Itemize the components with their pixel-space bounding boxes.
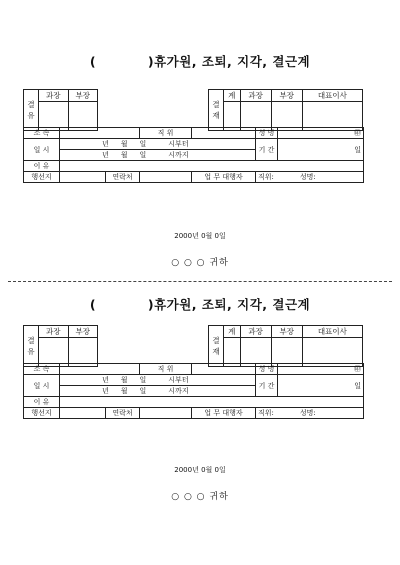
reason-label: 이 유 bbox=[24, 161, 60, 172]
approval-header: 과장 bbox=[240, 90, 271, 102]
approval-header: 과장 bbox=[240, 326, 271, 338]
date-label: 일 시 bbox=[24, 139, 60, 161]
dept-field[interactable] bbox=[60, 364, 140, 375]
period-field[interactable] bbox=[278, 139, 364, 161]
deputy-name-label: 성명: bbox=[299, 173, 316, 181]
day-label: 일 bbox=[139, 387, 147, 395]
reason-field[interactable] bbox=[60, 161, 364, 172]
destination-field[interactable] bbox=[60, 172, 106, 183]
date-label: 일 시 bbox=[24, 375, 60, 397]
leave-details-table bbox=[23, 127, 364, 183]
period-unit: 일 bbox=[354, 145, 361, 154]
approval-header: 부장 bbox=[271, 326, 302, 338]
deputy-field[interactable] bbox=[256, 172, 364, 183]
form-title bbox=[0, 295, 400, 313]
to-line[interactable] bbox=[60, 386, 256, 397]
deputy-label: 업 무 대행자 bbox=[192, 172, 256, 183]
to-hour-label: 시까지 bbox=[168, 151, 189, 159]
approval-header: 부장 bbox=[68, 90, 98, 102]
recipient-line: ○ ○ ○ 귀하 bbox=[171, 492, 229, 502]
approval-header: 계 bbox=[224, 326, 241, 338]
left-approval-box bbox=[23, 89, 98, 131]
from-hour-label: 시부터 bbox=[168, 376, 189, 384]
year-label: 년 bbox=[102, 376, 109, 384]
reason-field[interactable] bbox=[60, 397, 364, 408]
year-label: 년 bbox=[102, 387, 109, 395]
title-text: )휴가원, 조퇴, 지각, 결근계 bbox=[147, 54, 311, 69]
from-line[interactable] bbox=[60, 375, 256, 386]
from-hour-label: 시부터 bbox=[168, 140, 189, 148]
month-label: 월 bbox=[120, 151, 128, 159]
approval-header: 부장 bbox=[68, 326, 98, 338]
period-field[interactable] bbox=[278, 375, 364, 397]
name-field[interactable] bbox=[278, 364, 364, 375]
dept-label: 소 속 bbox=[24, 364, 60, 375]
approval-header: 과장 bbox=[39, 326, 69, 338]
left-approval-side-label: 결 유 bbox=[24, 90, 39, 131]
from-line[interactable] bbox=[60, 139, 256, 150]
deputy-label: 업 무 대행자 bbox=[192, 408, 256, 419]
position-field[interactable] bbox=[192, 364, 256, 375]
approval-header: 과장 bbox=[39, 90, 69, 102]
approval-header: 대표이사 bbox=[302, 326, 362, 338]
day-label: 일 bbox=[139, 140, 147, 148]
period-label: 기 간 bbox=[256, 375, 278, 397]
name-field[interactable] bbox=[278, 128, 364, 139]
dept-field[interactable] bbox=[60, 128, 140, 139]
contact-field[interactable] bbox=[140, 408, 192, 419]
period-label: 기 간 bbox=[256, 139, 278, 161]
approval-header: 대표이사 bbox=[302, 90, 362, 102]
leave-details-table bbox=[23, 363, 364, 419]
position-label: 직 위 bbox=[140, 364, 192, 375]
form-date: 2000년 0월 0일 bbox=[174, 466, 226, 474]
right-approval-box bbox=[208, 89, 363, 131]
year-label: 년 bbox=[102, 151, 109, 159]
reason-label: 이 유 bbox=[24, 397, 60, 408]
month-label: 월 bbox=[120, 376, 128, 384]
seal-stamp-icon: ㊞ bbox=[354, 365, 361, 373]
destination-label: 행선지 bbox=[24, 172, 60, 183]
year-label: 년 bbox=[102, 140, 109, 148]
title-open-paren: ( bbox=[89, 54, 97, 69]
day-label: 일 bbox=[139, 151, 147, 159]
destination-field[interactable] bbox=[60, 408, 106, 419]
title-open-paren: ( bbox=[89, 297, 97, 312]
position-field[interactable] bbox=[192, 128, 256, 139]
right-approval-side-label: 결 재 bbox=[209, 90, 224, 131]
left-approval-box bbox=[23, 325, 98, 367]
seal-stamp-icon: ㊞ bbox=[354, 129, 361, 137]
approval-header: 부장 bbox=[271, 90, 302, 102]
position-label: 직 위 bbox=[140, 128, 192, 139]
left-approval-side-label: 결 유 bbox=[24, 326, 39, 367]
deputy-name-label: 성명: bbox=[299, 409, 316, 417]
to-hour-label: 시까지 bbox=[168, 387, 189, 395]
day-label: 일 bbox=[139, 376, 147, 384]
right-approval-box bbox=[208, 325, 363, 367]
to-line[interactable] bbox=[60, 150, 256, 161]
name-label: 성 명 bbox=[256, 364, 278, 375]
deputy-field[interactable] bbox=[256, 408, 364, 419]
name-label: 성 명 bbox=[256, 128, 278, 139]
title-text: )휴가원, 조퇴, 지각, 결근계 bbox=[147, 297, 311, 312]
period-unit: 일 bbox=[354, 381, 361, 390]
leave-form-1 bbox=[0, 0, 400, 282]
dept-label: 소 속 bbox=[24, 128, 60, 139]
form-date: 2000년 0월 0일 bbox=[174, 232, 226, 240]
contact-field[interactable] bbox=[140, 172, 192, 183]
contact-label: 연락처 bbox=[106, 408, 140, 419]
recipient-line: ○ ○ ○ 귀하 bbox=[171, 258, 229, 268]
approval-header: 계 bbox=[224, 90, 241, 102]
deputy-position-label: 직위: bbox=[258, 409, 274, 417]
right-approval-side-label: 결 재 bbox=[209, 326, 224, 367]
contact-label: 연락처 bbox=[106, 172, 140, 183]
month-label: 월 bbox=[120, 140, 128, 148]
leave-form-2 bbox=[0, 243, 400, 525]
month-label: 월 bbox=[120, 387, 128, 395]
destination-label: 행선지 bbox=[24, 408, 60, 419]
deputy-position-label: 직위: bbox=[258, 173, 274, 181]
form-title bbox=[0, 52, 400, 70]
